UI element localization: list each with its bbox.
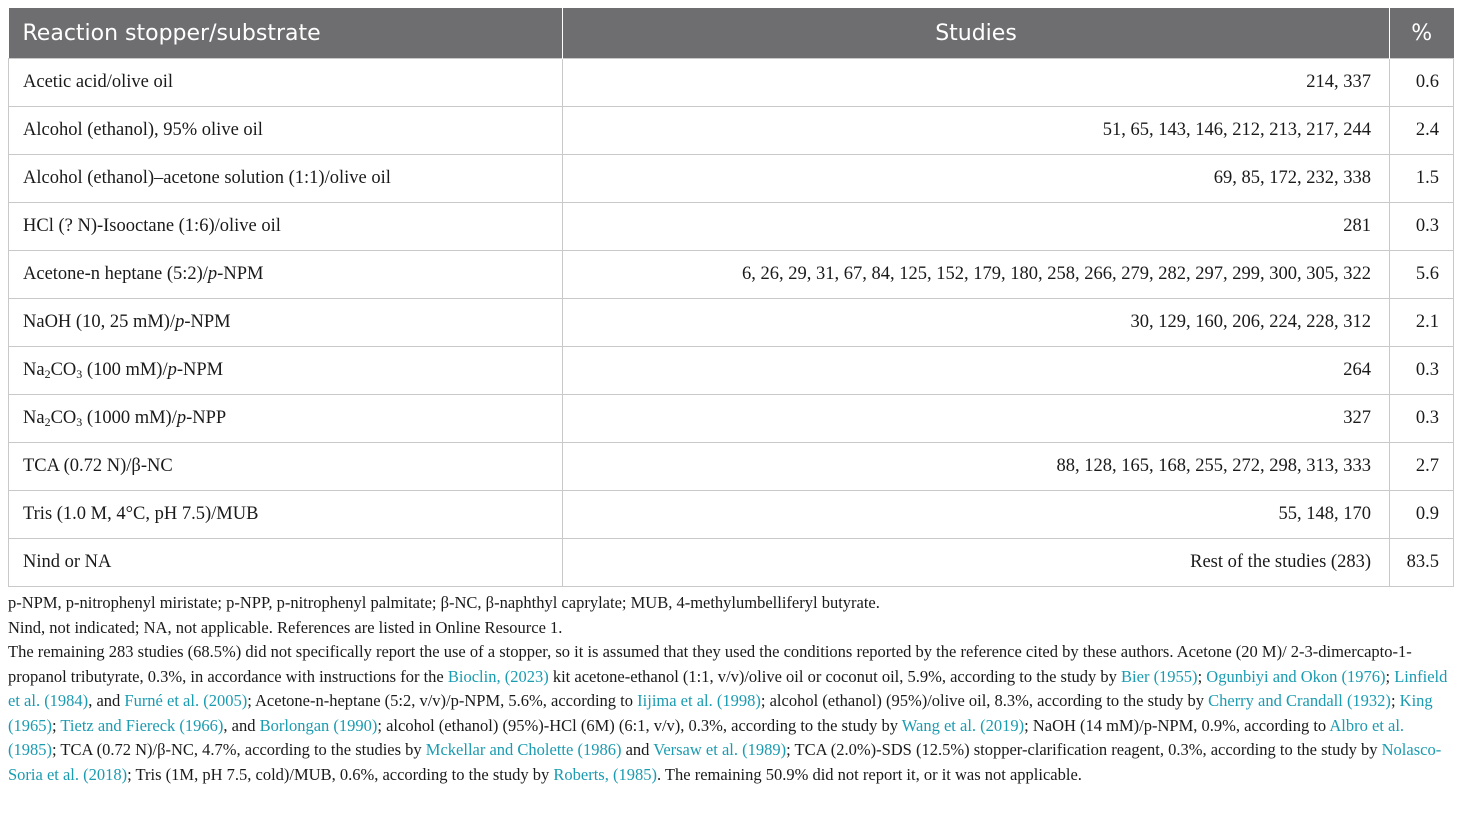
reference-link[interactable]: Versaw et al. (1989) [653, 740, 787, 759]
footnote-text: The remaining 283 studies (68.5%) did not specifically report the use of a stopper, so it is assumed that they used the conditions reported by the reference cited by these authors. Acetone (20 M)/ 2-3-dimercapto-1-propanol tributyrate, 0.3%, in accordance with instructions for the [8, 642, 1412, 686]
header-studies: Studies [563, 8, 1390, 59]
substrate-text: (1000 mM)/ [82, 408, 177, 428]
substrate-cell: TCA (0.72 N)/β-NC [9, 443, 563, 491]
table-container [8, 8, 1453, 787]
substrate-text: Acetone-n heptane (5:2)/ [23, 264, 208, 284]
subscript: 2 [44, 367, 51, 381]
substrate-cell: Tris (1.0 M, 4°C, pH 7.5)/MUB [9, 491, 563, 539]
reference-link[interactable]: Nolasco-Soria et al. (2018) [8, 740, 1442, 784]
header-row [9, 8, 1454, 59]
table-row [9, 107, 1454, 155]
substrate-cell: Alcohol (ethanol)–acetone solution (1:1)/olive oil [9, 155, 563, 203]
substrate-cell [9, 395, 563, 443]
footnote-abbreviations: p-NPM, p-nitrophenyl miristate; p-NPP, p-nitrophenyl palmitate; β-NC, β-naphthyl caprylate; MUB, 4-methylumbelliferyl butyrate. [8, 593, 880, 612]
studies-cell: 327 [563, 395, 1390, 443]
footnote-abbreviations-2: Nind, not indicated; NA, not applicable. References are listed in Online Resource 1. [8, 617, 563, 637]
footnote-text: , and [88, 691, 125, 710]
percent-cell: 5.6 [1390, 251, 1454, 299]
reference-link[interactable]: Furné et al. (2005) [124, 691, 248, 710]
footnote-text: ; [1197, 666, 1207, 686]
percent-cell: 2.7 [1390, 443, 1454, 491]
studies-cell: 51, 65, 143, 146, 212, 213, 217, 244 [563, 107, 1390, 155]
subscript: 3 [76, 415, 83, 429]
table-row [9, 251, 1454, 299]
substrate-cell: HCl (? N)-Isooctane (1:6)/olive oil [9, 203, 563, 251]
substrate-text: -NPM [176, 360, 224, 380]
reference-link[interactable]: Linfield et al. (1984) [8, 666, 1448, 710]
studies-cell: 264 [563, 347, 1390, 395]
footnote-text: ; NaOH (14 mM)/p-NPM, 0.9%, according to [1024, 715, 1330, 735]
footnote-text: ; [1390, 691, 1400, 710]
substrate-text: NaOH (10, 25 mM)/ [23, 312, 176, 332]
substrate-text: -NPM [184, 312, 231, 332]
reference-link[interactable]: King (1965) [8, 691, 1433, 735]
table-row [9, 395, 1454, 443]
substrate-italic: p [176, 408, 187, 428]
subscript: 2 [44, 415, 51, 429]
percent-cell: 2.4 [1390, 107, 1454, 155]
percent-cell: 0.3 [1390, 347, 1454, 395]
studies-cell: 281 [563, 203, 1390, 251]
reference-link[interactable]: Bioclin, (2023) [447, 666, 549, 686]
studies-cell: 88, 128, 165, 168, 255, 272, 298, 313, 333 [563, 443, 1390, 491]
substrate-text: CO [50, 360, 77, 380]
footnote-paragraph [8, 640, 1453, 787]
header-substrate: Reaction stopper/substrate [9, 8, 563, 59]
substrate-text: -NPP [186, 408, 227, 428]
studies-cell: 55, 148, 170 [563, 491, 1390, 539]
percent-cell: 0.9 [1390, 491, 1454, 539]
footnote-text: ; TCA (0.72 N)/β-NC, 4.7%, according to the studies by [52, 740, 426, 759]
table-row [9, 539, 1454, 587]
substrate-italic: p [167, 360, 177, 380]
percent-cell: 0.3 [1390, 395, 1454, 443]
studies-cell: Rest of the studies (283) [563, 539, 1390, 587]
footnote-text: ; Acetone-n-heptane (5:2, v/v)/p-NPM, 5.6%, according to [247, 691, 638, 710]
reference-link[interactable]: Bier (1955) [1121, 666, 1198, 686]
table-row [9, 59, 1454, 107]
substrate-cell: Nind or NA [9, 539, 563, 587]
subscript: 3 [76, 367, 83, 381]
footnote-text: . The remaining 50.9% did not report it, or it was not applicable. [656, 764, 1082, 784]
studies-cell: 6, 26, 29, 31, 67, 84, 125, 152, 179, 180, 258, 266, 279, 282, 297, 299, 300, 305, 322 [563, 251, 1390, 299]
table-row [9, 155, 1454, 203]
reference-link[interactable]: Borlongan (1990) [259, 715, 378, 735]
substrate-text: (100 mM)/ [82, 360, 168, 380]
header-percent: % [1390, 8, 1454, 59]
footnote-text: ; alcohol (ethanol) (95%)-HCl (6M) (6:1, v/v), 0.3%, according to the study by [377, 715, 902, 735]
substrate-cell [9, 251, 563, 299]
substrate-cell: Alcohol (ethanol), 95% olive oil [9, 107, 563, 155]
footnote-text: ; [1385, 666, 1395, 686]
reference-link[interactable]: Albro et al. (1985) [8, 715, 1405, 759]
reference-link[interactable]: Roberts, (1985) [553, 764, 657, 784]
table-footnotes [8, 591, 1453, 787]
data-table [8, 8, 1454, 587]
substrate-cell [9, 299, 563, 347]
footnote-text: , and [223, 715, 260, 735]
reference-link[interactable]: Wang et al. (2019) [901, 715, 1025, 735]
percent-cell: 2.1 [1390, 299, 1454, 347]
table-row [9, 443, 1454, 491]
substrate-italic: p [207, 264, 218, 284]
footnote-text: ; [52, 715, 61, 735]
reference-link[interactable]: Cherry and Crandall (1932) [1208, 691, 1391, 710]
reference-link[interactable]: Ogunbiyi and Okon (1976) [1206, 666, 1386, 686]
studies-cell: 30, 129, 160, 206, 224, 228, 312 [563, 299, 1390, 347]
table-row [9, 203, 1454, 251]
footnote-text: ; TCA (2.0%)-SDS (12.5%) stopper-clarification reagent, 0.3%, according to the study by [786, 740, 1382, 759]
substrate-text: -NPM [217, 264, 264, 284]
footnote-text: and [621, 740, 654, 759]
reference-link[interactable]: Iijima et al. (1998) [637, 691, 761, 710]
table-row [9, 299, 1454, 347]
studies-cell: 69, 85, 172, 232, 338 [563, 155, 1390, 203]
table-row [9, 347, 1454, 395]
reference-link[interactable]: Mckellar and Cholette (1986) [425, 740, 622, 759]
studies-cell: 214, 337 [563, 59, 1390, 107]
percent-cell: 1.5 [1390, 155, 1454, 203]
substrate-text: Na [23, 408, 45, 428]
footnote-text: kit acetone-ethanol (1:1, v/v)/olive oil or coconut oil, 5.9%, according to the study by [548, 666, 1122, 686]
footnote-text: ; Tris (1M, pH 7.5, cold)/MUB, 0.6%, according to the study by [127, 764, 554, 784]
substrate-text: CO [50, 408, 77, 428]
substrate-cell: Acetic acid/olive oil [9, 59, 563, 107]
substrate-text: Na [23, 360, 45, 380]
substrate-italic: p [175, 312, 185, 332]
footnote-text: ; alcohol (ethanol) (95%)/olive oil, 8.3%, according to the study by [760, 691, 1209, 710]
percent-cell: 0.6 [1390, 59, 1454, 107]
substrate-cell [9, 347, 563, 395]
reference-link[interactable]: Tietz and Fiereck (1966) [60, 715, 224, 735]
percent-cell: 83.5 [1390, 539, 1454, 587]
table-row [9, 491, 1454, 539]
percent-cell: 0.3 [1390, 203, 1454, 251]
